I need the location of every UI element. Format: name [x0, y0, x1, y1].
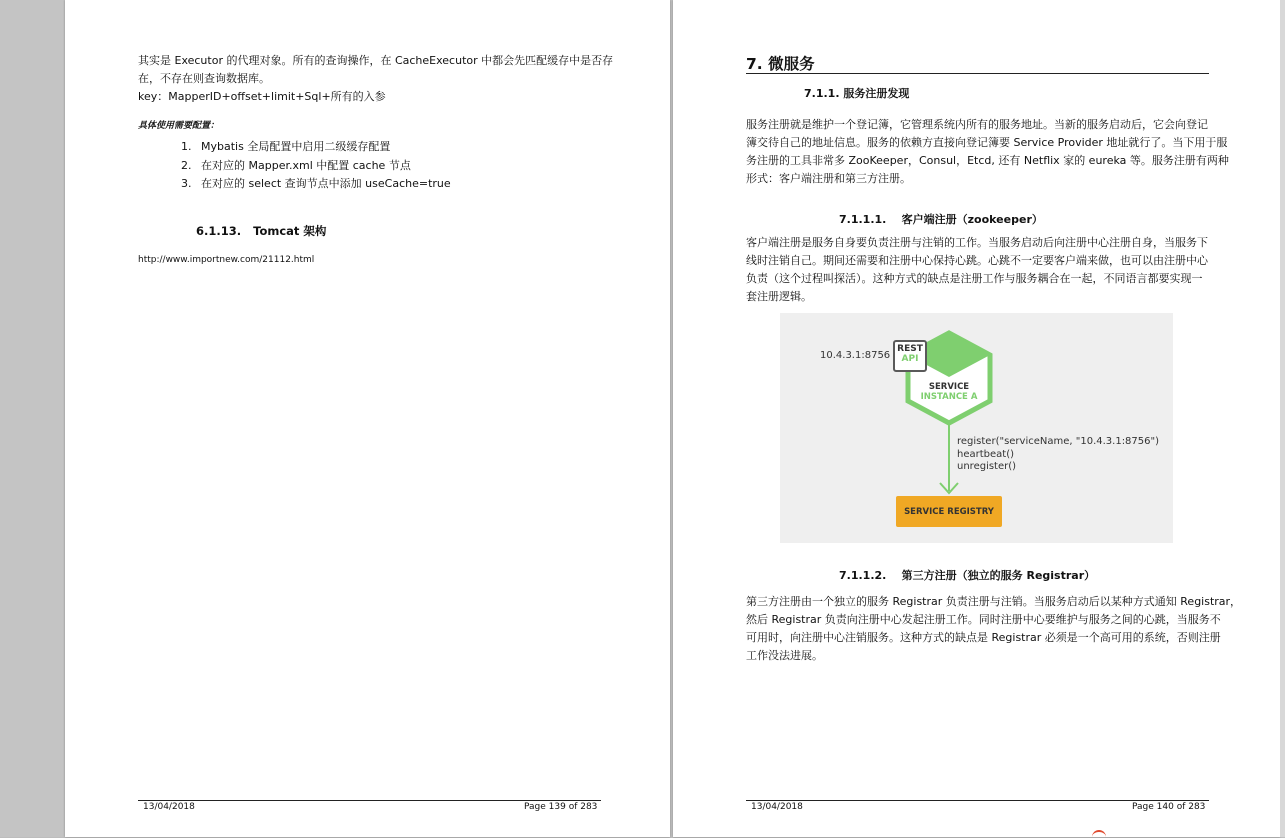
- paragraph-line: 然后 Registrar 负责向注册中心发起注册工作。同时注册中心要维护与服务之间的心跳，当服务不: [746, 613, 1221, 626]
- footer-date: 13/04/2018: [751, 802, 803, 812]
- cache-key-line: key：MapperID+offset+limit+Sql+所有的入参: [138, 90, 386, 103]
- register-call-label: register("serviceName, "10.4.3.1:8756"): [957, 436, 1160, 447]
- config-steps-list: [181, 138, 451, 194]
- heartbeat-call-label: heartbeat(): [957, 449, 1015, 460]
- chapter-rule: [746, 73, 1209, 74]
- paragraph-line: 在，不存在则查询数据库。: [138, 72, 270, 85]
- paragraph-line: 线时注销自己。期间还需要和注册中心保持心跳。心跳不一定要客户端来做，也可以由注册中心: [746, 254, 1208, 267]
- heading-7-1-1: 7.1.1. 服务注册发现: [804, 87, 910, 100]
- list-item: 1. Mybatis 全局配置中启用二级缓存配置: [181, 140, 391, 153]
- paragraph-line: 套注册逻辑。: [746, 290, 812, 303]
- vertical-scrollbar[interactable]: [1280, 0, 1285, 837]
- usage-heading: 具体使用需要配置：: [138, 121, 220, 131]
- service-registry-box: SERVICE REGISTRY: [896, 496, 1002, 527]
- paragraph-line: 负责（这个过程叫探活）。这种方式的缺点是注册工作与服务耦合在一起，不同语言都要实现一: [746, 272, 1203, 285]
- paragraph-line: 服务注册就是维护一个登记簿，它管理系统内所有的服务地址。当新的服务启动后，它会向登记: [746, 118, 1208, 131]
- service-ip-label: 10.4.3.1:8756: [820, 350, 891, 361]
- footer-rule: [138, 800, 601, 801]
- footer-page-number: Page 140 of 283: [1132, 802, 1206, 812]
- pdf-page-139: [65, 0, 670, 837]
- footer-page-number: Page 139 of 283: [524, 802, 598, 812]
- pdf-page-140: [673, 0, 1280, 837]
- heading-7-1-1-2: 7.1.1.2. 第三方注册（独立的服务 Registrar）: [839, 569, 1096, 582]
- list-item: 3. 在对应的 select 查询节点中添加 useCache=true: [181, 177, 451, 190]
- footer-rule: [746, 800, 1209, 801]
- paragraph-line: 务注册的工具非常多 ZooKeeper，Consul，Etcd, 还有 Netflix 家的 eureka 等。服务注册有两种: [746, 154, 1229, 167]
- rest-api-badge: REST API: [893, 340, 927, 372]
- footer-date: 13/04/2018: [143, 802, 195, 812]
- paragraph-line: 工作没法进展。: [746, 649, 823, 662]
- service-instance-label: SERVICE INSTANCE A: [920, 382, 978, 402]
- heading-7-1-1-1: 7.1.1.1. 客户端注册（zookeeper）: [839, 213, 1043, 226]
- section-heading-tomcat: 6.1.13. Tomcat 架构: [196, 224, 327, 238]
- paragraph-line: 形式：客户端注册和第三方注册。: [746, 172, 911, 185]
- chapter-title: 7. 微服务: [746, 55, 815, 73]
- paragraph-line: 第三方注册由一个独立的服务 Registrar 负责注册与注销。当服务启动后以某种方式通知 Registrar，: [746, 595, 1242, 608]
- paragraph-line: 可用时，向注册中心注销服务。这种方式的缺点是 Registrar 必须是一个高可用的系统，否则注册: [746, 631, 1221, 644]
- tomcat-link[interactable]: http://www.importnew.com/21112.html: [138, 255, 315, 265]
- paragraph-line: 簿交待自己的地址信息。服务的依赖方直接向登记簿要 Service Provider 地址就行了。当下用于服: [746, 136, 1228, 149]
- unregister-call-label: unregister(): [957, 461, 1017, 472]
- service-registration-diagram: [780, 313, 1173, 543]
- list-item: 2. 在对应的 Mapper.xml 中配置 cache 节点: [181, 158, 411, 172]
- paragraph-line: 客户端注册是服务自身要负责注册与注销的工作。当服务启动后向注册中心注册自身，当服务下: [746, 236, 1208, 249]
- paragraph-line: 其实是 Executor 的代理对象。所有的查询操作，在 CacheExecutor 中都会先匹配缓存中是否存: [138, 54, 614, 67]
